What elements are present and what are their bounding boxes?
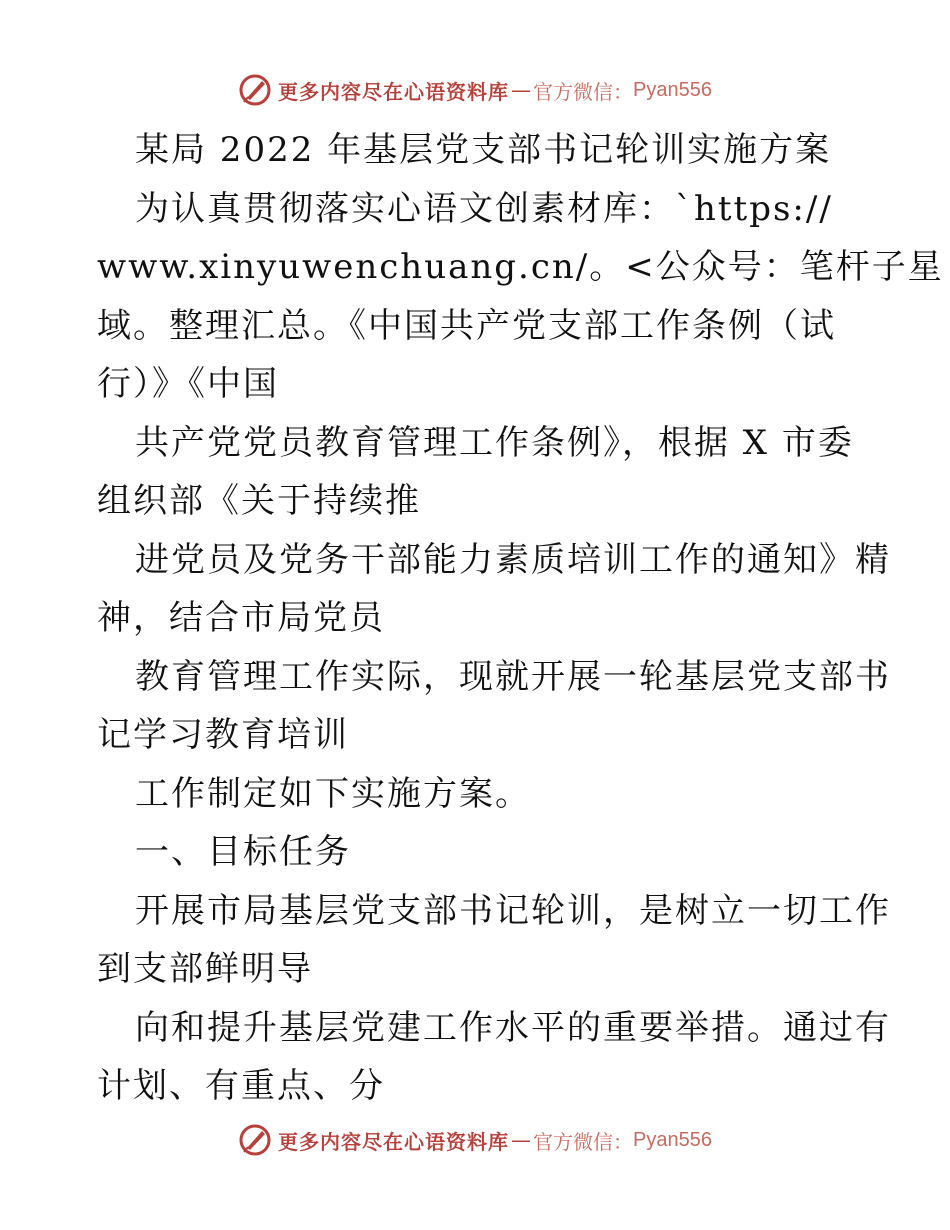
watermark-banner-bottom xyxy=(0,1120,950,1160)
watermark-wechat-label: 官方微信： xyxy=(533,79,634,104)
quill-logo-icon xyxy=(238,1123,272,1157)
text-line: 记学习教育培训 xyxy=(97,715,349,755)
watermark-banner-top xyxy=(0,70,950,110)
watermark-main-text: 更多内容尽在心语资料库 xyxy=(278,79,510,104)
text-line: 行）》《中国 xyxy=(97,364,279,404)
text-line: 进党员及党务干部能力素质培训工作的通知》精 xyxy=(135,539,891,580)
text-line: 向和提升基层党建工作水平的重要举措。通过有 xyxy=(135,1007,891,1048)
text-line: 开展市局基层党支部书记轮训，是树立一切工作 xyxy=(135,890,891,931)
watermark-main-text: 更多内容尽在心语资料库 xyxy=(278,1129,510,1154)
text-line: 共产党党员教育管理工作条例》，根据 X 市委 xyxy=(135,422,854,463)
document-title: 某局 2022 年基层党支部书记轮训实施方案 xyxy=(135,130,832,170)
watermark-wechat-id: Pyan556 xyxy=(633,1128,712,1151)
text-line: www.xinyuwenchuang.cn/。<公众号：笔杆子星 xyxy=(97,247,944,287)
text-line: 教育管理工作实际，现就开展一轮基层党支部书 xyxy=(135,656,891,697)
watermark-wechat-label: 官方微信： xyxy=(533,1129,634,1154)
text-line: 到支部鲜明导 xyxy=(97,949,313,989)
text-line: 域。整理汇总。《中国共产党支部工作条例（试 xyxy=(97,305,836,346)
quill-logo-icon xyxy=(238,73,272,107)
document-body xyxy=(97,121,944,1116)
text-line: 计划、有重点、分 xyxy=(97,1066,385,1106)
text-line: 神，结合市局党员 xyxy=(97,598,385,638)
text-line: 组织部《关于持续推 xyxy=(97,481,421,521)
watermark-wechat-id: Pyan556 xyxy=(633,78,712,101)
watermark-separator: — xyxy=(511,1128,532,1152)
text-line: 工作制定如下实施方案。 xyxy=(135,773,531,814)
watermark-separator: — xyxy=(511,78,532,102)
text-line: 为认真贯彻落实心语文创素材库：`https:// xyxy=(135,188,833,229)
section-heading: 一、目标任务 xyxy=(135,832,351,872)
